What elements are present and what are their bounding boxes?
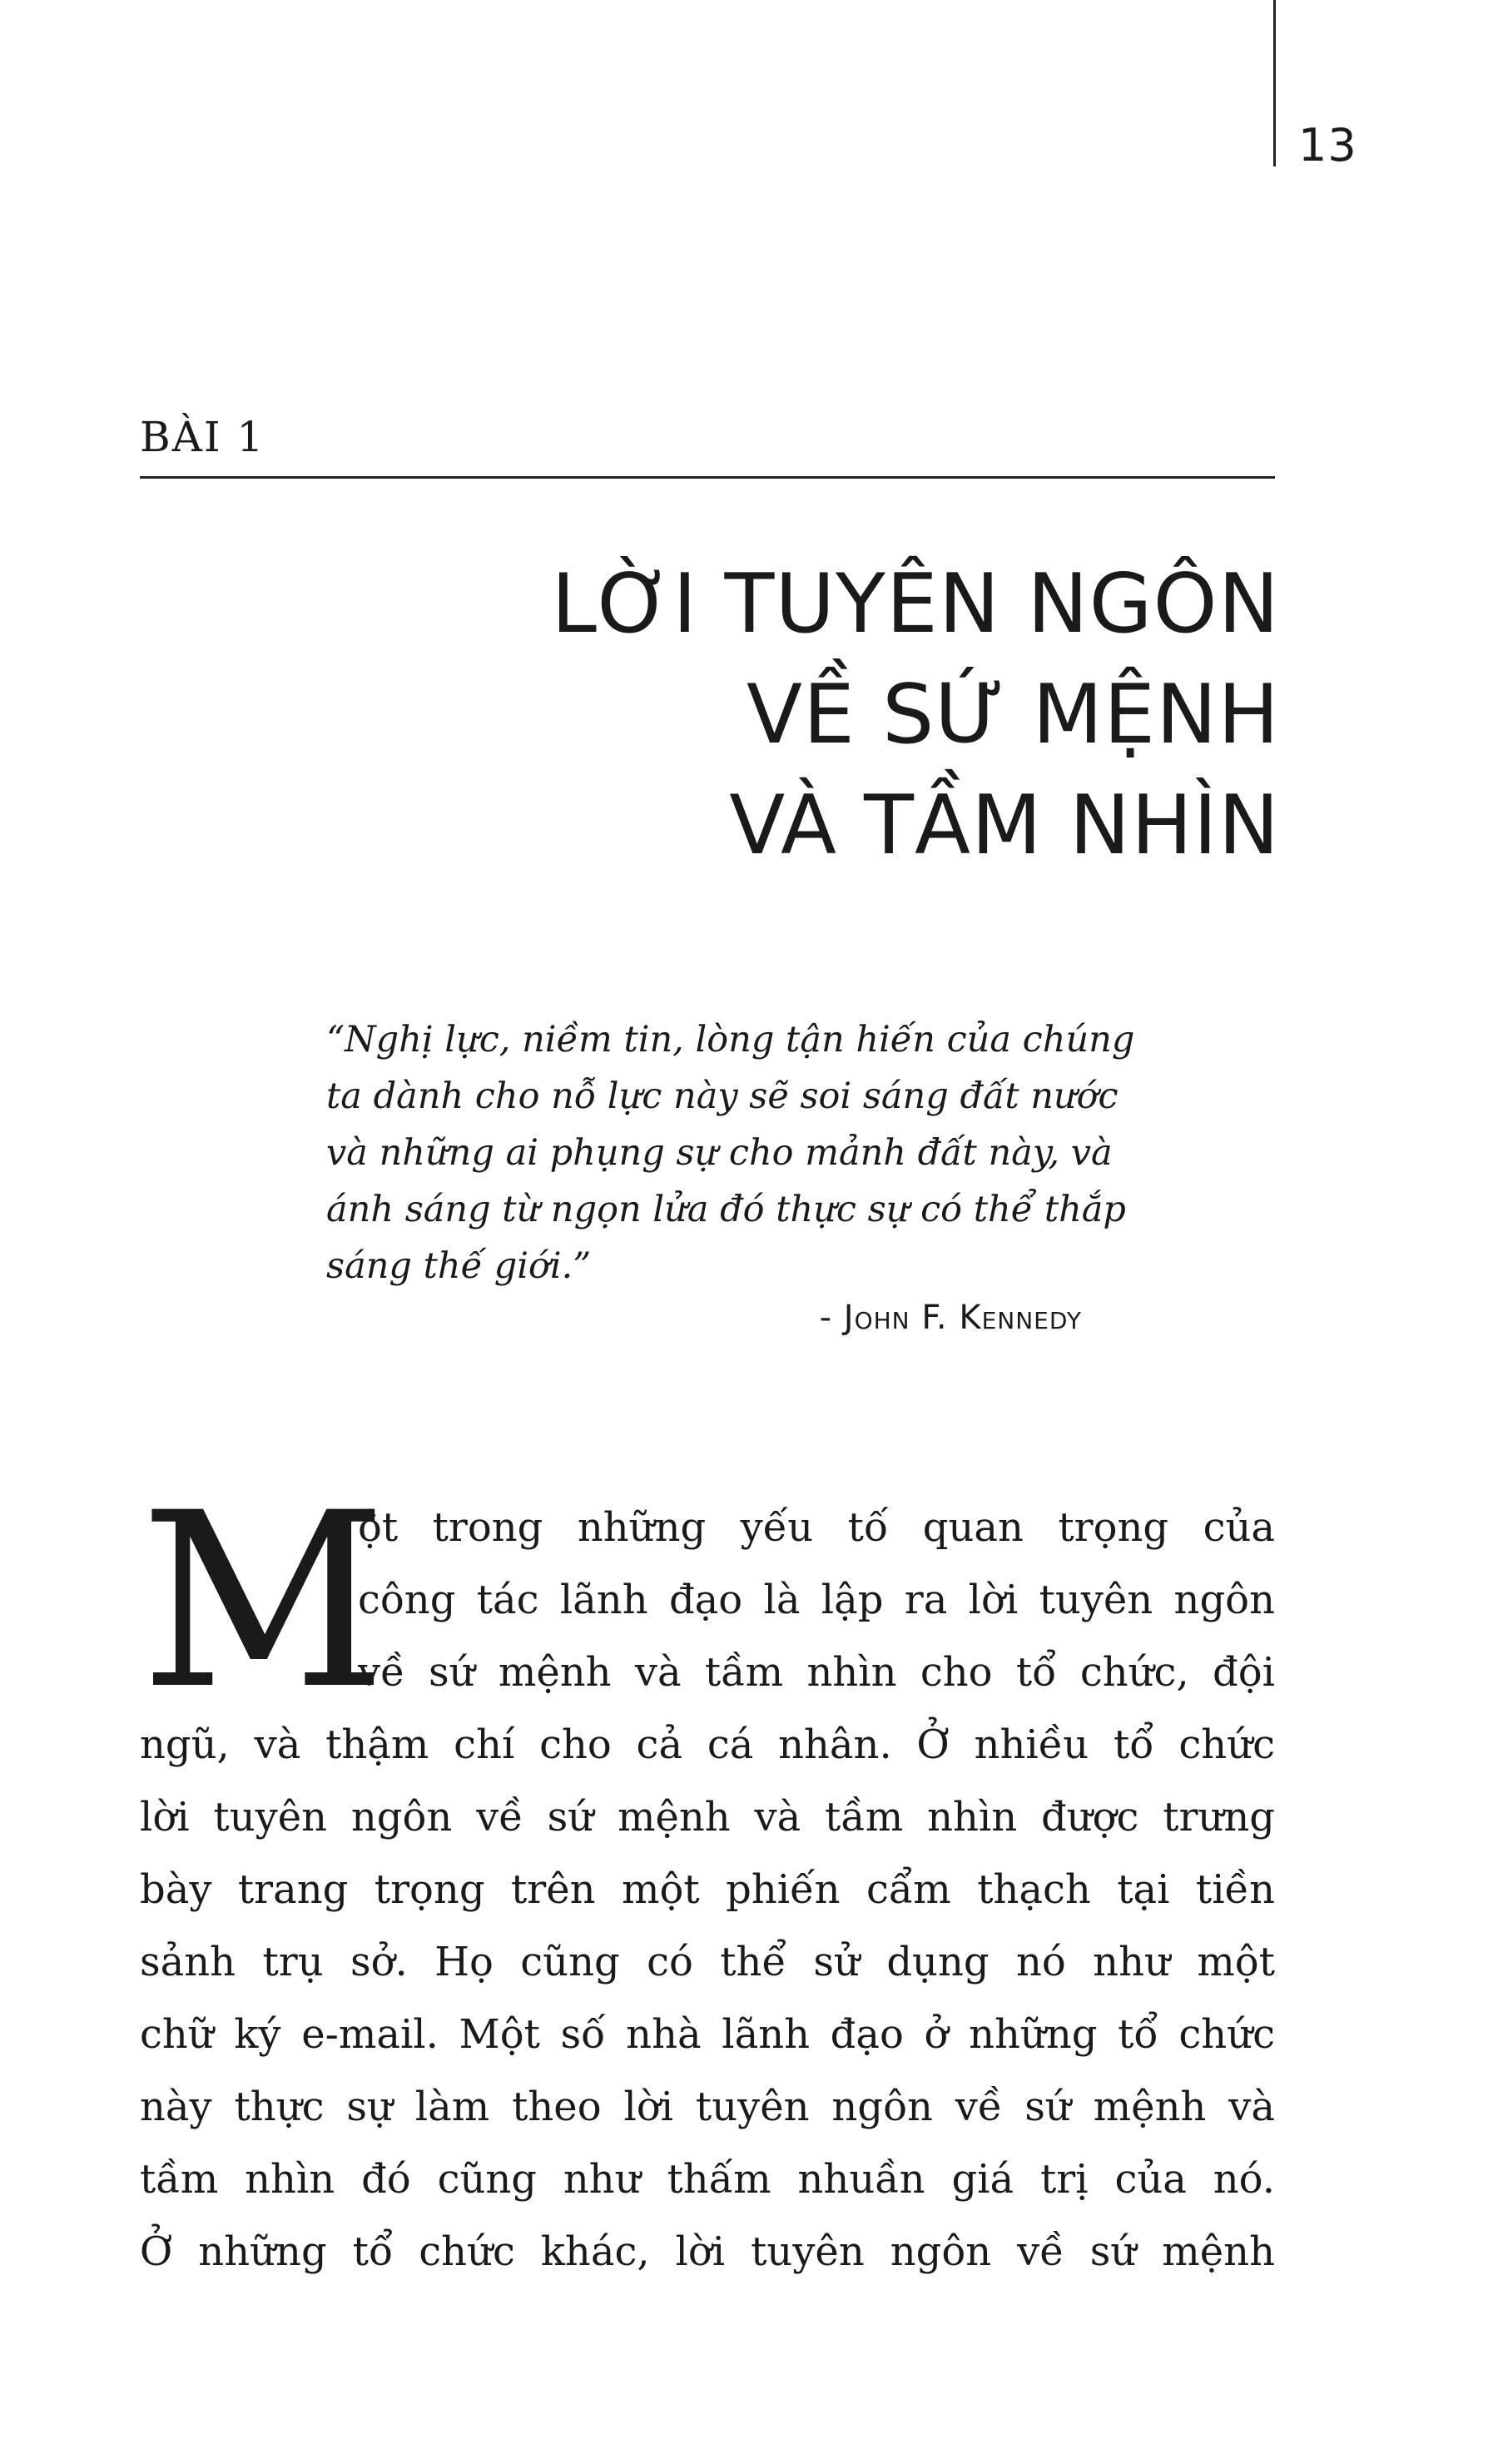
body-line: này thực sự làm theo lời tuyên ngôn về sứ mệnh và [140,2084,1275,2130]
epigraph-line: sáng thế giới.” [326,1245,592,1287]
body-line: lời tuyên ngôn về sứ mệnh và tầm nhìn được trưng [140,1794,1275,1841]
page-number-rule [1273,0,1276,166]
epigraph-line: ta dành cho nỗ lực này sẽ soi sáng đất nước [326,1076,1119,1117]
body-line: tầm nhìn đó cũng như thấm nhuần giá trị của nó. [140,2156,1275,2203]
chapter-divider [140,476,1275,479]
body-line: Ở những tổ chức khác, lời tuyên ngôn về sứ mệnh [140,2228,1275,2275]
drop-cap: M [140,1462,387,1742]
chapter-title-line: VỀ SỨ MỆNH [746,668,1280,763]
epigraph-line: ánh sáng từ ngọn lửa đó thực sự có thể thắp [326,1189,1126,1230]
body-line: bày trang trọng trên một phiến cẩm thạch tại tiền [140,1866,1275,1913]
chapter-title [281,549,1280,882]
epigraph-attribution: - John F. Kennedy [819,1299,1082,1337]
chapter-title-line: VÀ TẦM NHÌN [729,778,1280,873]
body-paragraph [140,1709,1275,2288]
body-line: về sứ mệnh và tầm nhìn cho tổ chức, đội [358,1649,1275,1696]
body-line: ngũ, và thậm chí cho cả cá nhân. Ở nhiều tổ chức [140,1721,1275,1768]
body-line: sảnh trụ sở. Họ cũng có thể sử dụng nó như một [140,1939,1275,1985]
body-paragraph-opening [358,1492,1275,1709]
lesson-label: BÀI 1 [140,413,265,461]
epigraph-line: và những ai phụng sự cho mảnh đất này, và [326,1132,1113,1174]
body-line: công tác lãnh đạo là lập ra lời tuyên ngôn [358,1577,1275,1623]
epigraph-line: “Nghị lực, niềm tin, lòng tận hiến của chúng [326,1019,1135,1061]
body-line: ột trong những yếu tố quan trọng của [358,1504,1275,1551]
epigraph-quote [326,1011,1135,1294]
page-number: 13 [1298,119,1357,171]
body-line: chữ ký e-mail. Một số nhà lãnh đạo ở những tổ chức [140,2011,1275,2058]
chapter-title-line: LỜI TUYÊN NGÔN [551,557,1280,652]
